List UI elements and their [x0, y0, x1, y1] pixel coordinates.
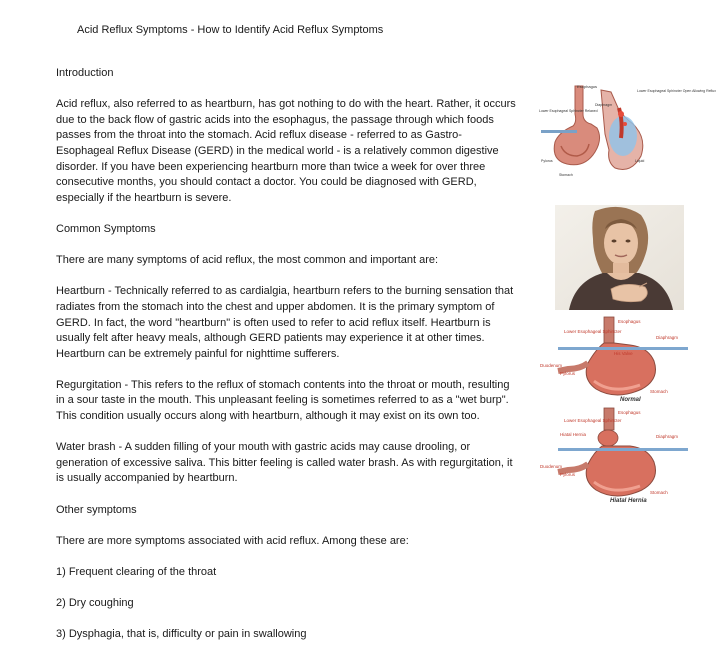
- fig4-label-pylorus: Pylorus: [560, 472, 576, 477]
- document-title: Acid Reflux Symptoms - How to Identify Acid Reflux Symptoms: [77, 24, 384, 36]
- fig3-label-duodenum: Duodenum: [540, 363, 563, 368]
- fig3-caption: Normal: [620, 397, 641, 403]
- fig4-label-les: Lower Esophageal Sphincter: [564, 418, 622, 423]
- fig1-label-diaphragm: Diaphragm: [595, 103, 613, 107]
- fig1-label-les-reflux: Lower Esophageal Sphincter Open Allowing Reflux: [637, 89, 716, 93]
- common-symptoms-intro: There are many symptoms of acid reflux, the most common and important are:: [56, 254, 439, 267]
- fig4-caption: Hiatal Hernia: [610, 498, 647, 504]
- other-symptoms-intro: There are more symptoms associated with acid reflux. Among these are:: [56, 534, 409, 547]
- fig3-label-his-valve: His Valve: [614, 351, 633, 356]
- water-brash-paragraph: Water brash - A sudden filling of your mouth with gastric acids may cause drooling, or generation of excessive saliva. This bitter feeling is called water brash. As with regurgitation, it is usually accompanied by heartburn.: [56, 441, 513, 485]
- symptom-item-3: 3) Dysphagia, that is, difficulty or pain in swallowing: [56, 628, 307, 641]
- fig1-label-les: Lower Esophageal Sphincter Relaxed: [539, 109, 598, 113]
- symptom-item-2: 2) Dry coughing: [56, 597, 134, 610]
- fig4-label-esophagus: Esophagus: [618, 410, 641, 415]
- fig4-label-duodenum: Duodenum: [540, 464, 563, 469]
- document-body: [56, 66, 516, 659]
- hiatal-hernia-diagram: [538, 408, 690, 506]
- fig1-label-pylorus: Pylorus: [541, 159, 553, 163]
- intro-paragraph: Acid reflux, also referred to as heartburn, has got nothing to do with the heart. Rather, it occurs due to the back flow of gastric acids into the esophagus, the passage through which foods passes from the throat into the stomach. Acid reflux disease - referred to as Gastro-Esophageal Reflux Disease (GERD) in the medical world - is a relatively common digestive disorder. If you have been experiencing heartburn more than twice a week for over three consecutive months, you should contact a doctor. You could be diagnosed with GERD, especially if the heartburn is severe.: [56, 98, 516, 204]
- fig4-label-hiatal: Hiatal Hernia: [560, 432, 587, 437]
- fig3-label-pylorus: Pylorus: [560, 371, 576, 376]
- fig4-label-stomach: Stomach: [650, 490, 668, 495]
- fig1-label-stomach: Stomach: [559, 173, 573, 177]
- regurgitation-paragraph: Regurgitation - This refers to the reflux of stomach contents into the throat or mouth, resulting in a sour taste in the mouth. This unpleasant feeling is sometimes referred to as a "wet burp". This condition usually occurs along with heartburn, although it may exist on its own too.: [56, 378, 510, 423]
- fig1-label-liquid: Liquid: [635, 159, 645, 163]
- fig3-label-diaphragm: Diaphragm: [656, 335, 679, 340]
- woman-heartburn-photo: [555, 205, 684, 310]
- reflux-diagram-figure: [537, 84, 716, 184]
- symptom-item-1: 1) Frequent clearing of the throat: [56, 566, 217, 578]
- heartburn-paragraph: Heartburn - Technically referred to as cardialgia, heartburn refers to the burning sensation that radiates from the stomach into the chest and upper abdomen. It is the primary symptom of GERD. In fact, the word "heartburn" is often used to refer to acid reflux itself. Heartburn is usually felt after heavy meals, although GERD patients may experience it at other times. Heartburn can be extremely painful for nighttime sufferers.: [56, 285, 514, 360]
- fig3-label-les: Lower Esophageal Sphincter: [564, 329, 622, 334]
- fig3-label-stomach: Stomach: [650, 389, 668, 394]
- normal-stomach-diagram: [538, 317, 690, 405]
- other-symptoms-heading: Other symptoms: [56, 503, 137, 516]
- common-symptoms-heading: Common Symptoms: [56, 222, 156, 235]
- fig1-label-esophagus: Esophagus: [577, 84, 598, 89]
- intro-heading: Introduction: [56, 67, 114, 79]
- fig4-label-diaphragm: Diaphragm: [656, 434, 679, 439]
- fig3-label-esophagus: Esophagus: [618, 319, 641, 324]
